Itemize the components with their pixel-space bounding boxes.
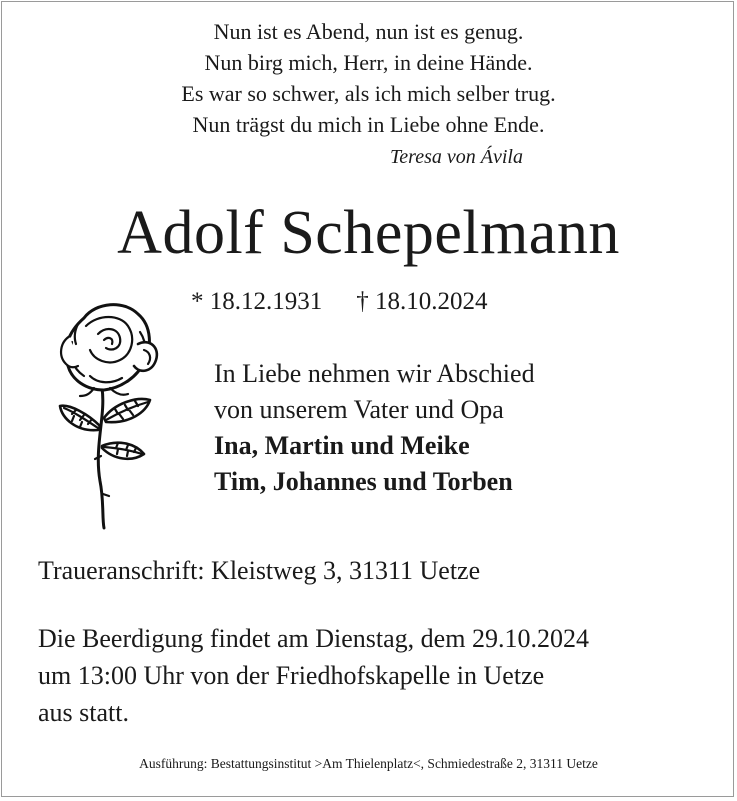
undertaker-footer: Ausführung: Bestattungsinstitut >Am Thielenplatz<, Schmiedestraße 2, 31311 Uetze <box>139 756 598 771</box>
funeral-line: aus statt. <box>38 698 129 727</box>
poem-line: Nun ist es Abend, nun ist es genug. <box>213 19 524 44</box>
rose-icon <box>54 296 164 536</box>
funeral-line: Die Beerdigung findet am Dienstag, dem 29.10.2024 <box>38 624 589 653</box>
mourning-address: Traueranschrift: Kleistweg 3, 31311 Uetze <box>38 556 481 585</box>
death-date: † 18.10.2024 <box>356 288 488 315</box>
poem-line: Nun trägst du mich in Liebe ohne Ende. <box>192 112 545 137</box>
mourners-line: Tim, Johannes und Torben <box>214 467 513 496</box>
funeral-line: um 13:00 Uhr von der Friedhofskapelle in Uetze <box>38 661 545 690</box>
deceased-name: Adolf Schepelmann <box>117 199 620 267</box>
farewell-line: In Liebe nehmen wir Abschied <box>214 359 535 388</box>
poem-line: Es war so schwer, als ich mich selber trug. <box>181 81 556 106</box>
obituary-notice <box>1 1 734 797</box>
poem-line: Nun birg mich, Herr, in deine Hände. <box>204 50 533 75</box>
funeral-info <box>38 620 589 731</box>
farewell-line: von unserem Vater und Opa <box>214 395 504 424</box>
farewell-text <box>214 356 535 500</box>
birth-date: * 18.12.1931 <box>191 288 323 315</box>
poem-author: Teresa von Ávila <box>390 146 523 168</box>
poem <box>2 16 735 140</box>
mourners-line: Ina, Martin und Meike <box>214 431 470 460</box>
life-dates <box>191 288 488 316</box>
